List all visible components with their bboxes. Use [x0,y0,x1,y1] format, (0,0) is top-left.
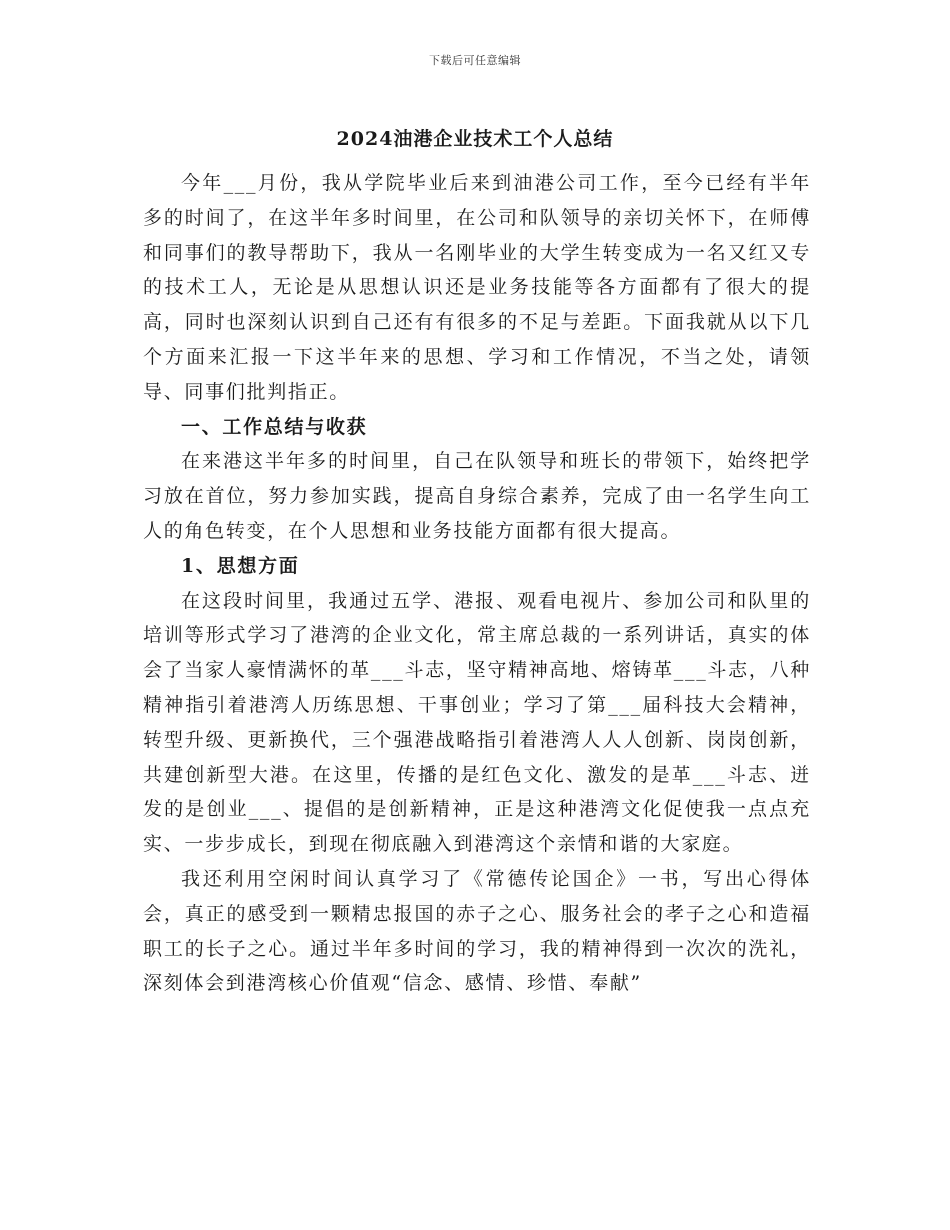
document-title: 2024油港企业技术工个人总结 [336,128,614,150]
work-summary-paragraph: 在来港这半年多的时间里，自己在队领导和班长的带领下，始终把学习放在首位，努力参加实践，提高自身综合素养，完成了由一名学生向工人的角色转变，在个人思想和业务技能方面都有很大提高。 [143,450,811,542]
subsection-heading-thought: 1、思想方面 [181,554,300,577]
page-header-note: 下载后可任意编辑 [429,54,521,67]
document-body [143,166,811,1001]
thought-paragraph-1: 在这段时间里，我通过五学、港报、观看电视片、参加公司和队里的培训等形式学习了港湾的企业文化，常主席总裁的一系列讲话，真实的体会了当家人豪情满怀的革___斗志，坚守精神高地、熔铸革___斗志，八种精神指引着港湾人历练思想、干事创业；学习了第___届科技大会精神，转型升级、更新换代，三个强港战略指引着港湾人人人创新、岗岗创新，共建创新型大港。在这里，传播的是红色文化、激发的是革___斗志、迸发的是创业___、提倡的是创新精神，正是这种港湾文化促使我一点点充实、一步步成长，到现在彻底融入到港湾这个亲情和谐的大家庭。 [143,589,811,856]
intro-paragraph: 今年___月份，我从学院毕业后来到油港公司工作，至今已经有半年多的时间了，在这半年多时间里，在公司和队领导的亲切关怀下，在师傅和同事们的教导帮助下，我从一名刚毕业的大学生转变成为一名又红又专的技术工人，无论是从思想认识还是业务技能等各方面都有了很大的提高，同时也深刻认识到自己还有有很多的不足与差距。下面我就从以下几个方面来汇报一下这半年来的思想、学习和工作情况，不当之处，请领导、同事们批判指正。 [143,172,811,403]
thought-paragraph-2: 我还利用空闲时间认真学习了《常德传论国企》一书，写出心得体会，真正的感受到一颗精忠报国的赤子之心、服务社会的孝子之心和造福职工的长子之心。通过半年多时间的学习，我的精神得到一次次的洗礼，深刻体会到港湾核心价值观“信念、感情、珍惜、奉献” [143,867,811,995]
section-heading-work-summary: 一、工作总结与收获 [181,415,368,438]
